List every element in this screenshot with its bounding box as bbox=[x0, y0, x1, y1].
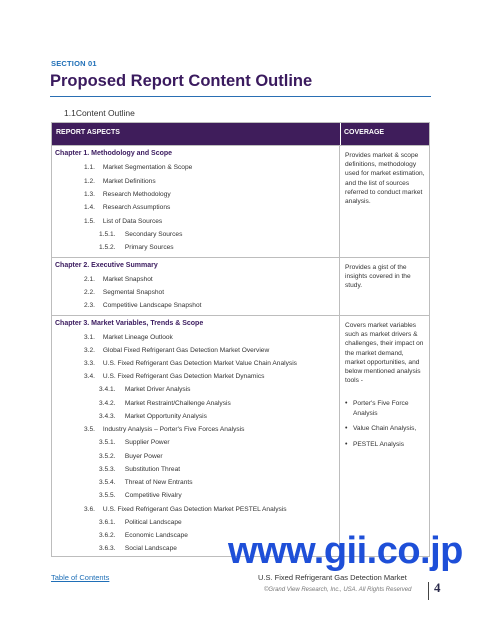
item-label: Industry Analysis – Porter's Five Forces Analysis bbox=[102, 426, 245, 433]
item-label: Segmental Snapshot bbox=[102, 289, 165, 296]
item-label: U.S. Fixed Refrigerant Gas Detection Market Value Chain Analysis bbox=[102, 360, 297, 367]
chapter-heading: Chapter 3. Market Variables, Trends & Scope bbox=[55, 320, 204, 327]
table-row-chapter-2 bbox=[52, 257, 429, 315]
page-title: Proposed Report Content Outline bbox=[50, 72, 313, 90]
item-number: 3.5.5. bbox=[99, 492, 116, 499]
outline-item bbox=[84, 178, 156, 185]
coverage-cell bbox=[341, 258, 429, 315]
header-divider bbox=[340, 123, 341, 145]
item-label: Political Landscape bbox=[124, 519, 182, 526]
item-label: Market Restraint/Challenge Analysis bbox=[124, 400, 231, 407]
footer-copyright: ©Grand View Research, Inc., USA. All Rights Reserved bbox=[264, 587, 412, 593]
item-number: 3.2. bbox=[84, 347, 95, 354]
item-label: Market Driver Analysis bbox=[124, 386, 191, 393]
bullet-item: • PESTEL Analysis bbox=[345, 440, 427, 450]
item-label: Substitution Threat bbox=[124, 466, 181, 473]
outline-item bbox=[84, 426, 244, 433]
outline-subitem bbox=[99, 492, 182, 499]
item-label: Competitive Landscape Snapshot bbox=[102, 302, 202, 309]
page-number: 4 bbox=[434, 580, 441, 595]
outline-subitem bbox=[99, 400, 231, 407]
item-number: 3.6.3. bbox=[99, 545, 116, 552]
item-number: 1.4. bbox=[84, 204, 95, 211]
bullet-item: • Porter's Five Force Analysis bbox=[345, 399, 427, 418]
outline-subitem bbox=[99, 479, 193, 486]
item-number: 2.3. bbox=[84, 302, 95, 309]
item-number: 2.2. bbox=[84, 289, 95, 296]
footer-report-title: U.S. Fixed Refrigerant Gas Detection Market bbox=[258, 573, 407, 582]
item-number: 3.4.1. bbox=[99, 386, 116, 393]
table-row-chapter-1 bbox=[52, 145, 429, 257]
item-number: 3.5.3. bbox=[99, 466, 116, 473]
item-label: Primary Sources bbox=[124, 244, 174, 251]
outline-item bbox=[84, 373, 264, 380]
item-number: 3.1. bbox=[84, 334, 95, 341]
item-label: Economic Landscape bbox=[124, 532, 188, 539]
coverage-cell bbox=[341, 316, 429, 556]
outline-subitem bbox=[99, 244, 174, 251]
item-label: Global Fixed Refrigerant Gas Detection Market Overview bbox=[102, 347, 270, 354]
item-number: 1.5.2. bbox=[99, 244, 116, 251]
item-label: Social Landscape bbox=[124, 545, 177, 552]
item-number: 1.5. bbox=[84, 218, 95, 225]
aspects-cell bbox=[52, 258, 340, 315]
item-number: 3.4.3. bbox=[99, 413, 116, 420]
item-number: 2.1. bbox=[84, 276, 95, 283]
outline-item bbox=[84, 289, 164, 296]
item-label: Threat of New Entrants bbox=[124, 479, 193, 486]
item-number: 3.6.2. bbox=[99, 532, 116, 539]
item-label: Market Snapshot bbox=[102, 276, 153, 283]
item-number: 3.5.1. bbox=[99, 439, 116, 446]
item-number: 3.4. bbox=[84, 373, 95, 380]
table-header bbox=[52, 123, 429, 145]
outline-subitem bbox=[99, 519, 182, 526]
column-header-aspects: REPORT ASPECTS bbox=[56, 129, 120, 136]
item-label: Supplier Power bbox=[124, 439, 170, 446]
outline-item bbox=[84, 218, 162, 225]
outline-item bbox=[84, 164, 192, 171]
item-number: 3.4.2. bbox=[99, 400, 116, 407]
section-subtitle: 1.1Content Outline bbox=[64, 108, 135, 118]
item-number: 3.5. bbox=[84, 426, 95, 433]
item-label: U.S. Fixed Refrigerant Gas Detection Market Dynamics bbox=[102, 373, 265, 380]
table-row-chapter-3 bbox=[52, 315, 429, 556]
coverage-cell bbox=[341, 146, 429, 257]
page-divider bbox=[428, 582, 429, 600]
outline-item bbox=[84, 302, 201, 309]
outline-subitem bbox=[99, 439, 170, 446]
watermark-logo: www.gii.co.jp bbox=[228, 530, 463, 572]
outline-subitem bbox=[99, 545, 177, 552]
item-label: Buyer Power bbox=[124, 453, 163, 460]
chapter-heading: Chapter 1. Methodology and Scope bbox=[55, 150, 173, 157]
outline-item bbox=[84, 360, 297, 367]
outline-item bbox=[84, 191, 171, 198]
item-number: 3.5.4. bbox=[99, 479, 116, 486]
outline-item bbox=[84, 334, 173, 341]
coverage-text: Provides a gist of the insights covered in the study. bbox=[345, 264, 411, 290]
outline-subitem bbox=[99, 532, 188, 539]
outline-item bbox=[84, 276, 153, 283]
item-number: 1.2. bbox=[84, 178, 95, 185]
item-label: Market Segmentation & Scope bbox=[102, 164, 193, 171]
chapter-heading: Chapter 2. Executive Summary bbox=[55, 262, 158, 269]
item-label: Research Methodology bbox=[102, 191, 171, 198]
outline-table bbox=[51, 122, 430, 557]
outline-subitem bbox=[99, 231, 182, 238]
item-label: Secondary Sources bbox=[124, 231, 183, 238]
outline-subitem bbox=[99, 413, 207, 420]
item-number: 3.6. bbox=[84, 506, 95, 513]
item-label: Market Definitions bbox=[102, 178, 156, 185]
item-number: 3.5.2. bbox=[99, 453, 116, 460]
item-number: 1.1. bbox=[84, 164, 95, 171]
item-number: 1.3. bbox=[84, 191, 95, 198]
bullet-item: • Value Chain Analysis, bbox=[345, 424, 427, 434]
coverage-text: Provides market & scope definitions, methodology used for market estimation, and the list of sources referred to conduct market analysis. bbox=[345, 152, 425, 206]
outline-item bbox=[84, 347, 269, 354]
item-number: 3.3. bbox=[84, 360, 95, 367]
section-label: SECTION 01 bbox=[51, 59, 97, 68]
title-rule bbox=[50, 96, 431, 97]
coverage-text: Covers market variables such as market drivers & challenges, their impact on the market demand, market opportunities, and below mentioned analysis tools - bbox=[345, 322, 424, 385]
aspects-cell bbox=[52, 316, 340, 556]
outline-item bbox=[84, 204, 170, 211]
item-label: Research Assumptions bbox=[102, 204, 171, 211]
outline-item bbox=[84, 506, 287, 513]
outline-subitem bbox=[99, 466, 180, 473]
item-label: Market Opportunity Analysis bbox=[124, 413, 207, 420]
item-number: 1.5.1. bbox=[99, 231, 116, 238]
item-label: Competitive Rivalry bbox=[124, 492, 182, 499]
item-label: Market Lineage Outlook bbox=[102, 334, 173, 341]
table-of-contents-link[interactable]: Table of Contents bbox=[51, 573, 110, 582]
item-number: 3.6.1. bbox=[99, 519, 116, 526]
item-label: List of Data Sources bbox=[102, 218, 163, 225]
coverage-bullets bbox=[345, 399, 427, 455]
column-header-coverage: COVERAGE bbox=[344, 129, 385, 136]
aspects-cell bbox=[52, 146, 340, 257]
outline-subitem bbox=[99, 386, 190, 393]
outline-subitem bbox=[99, 453, 163, 460]
item-label: U.S. Fixed Refrigerant Gas Detection Market PESTEL Analysis bbox=[102, 506, 287, 513]
